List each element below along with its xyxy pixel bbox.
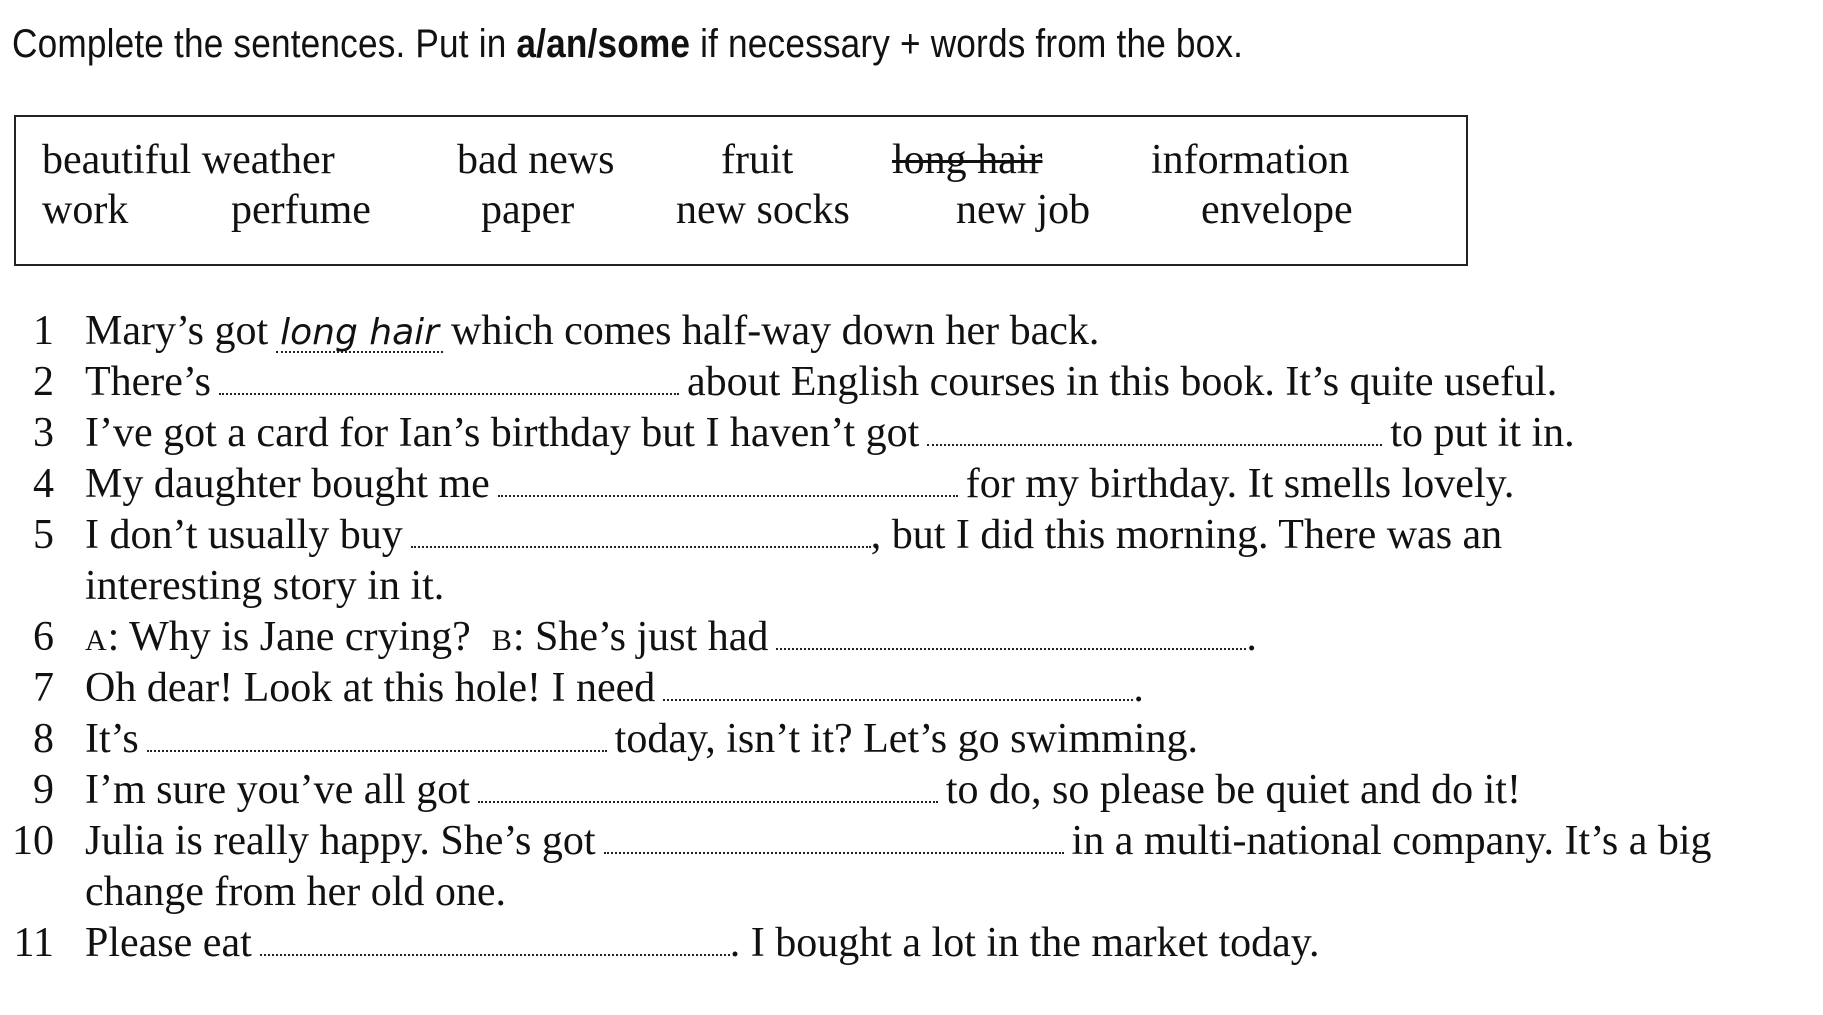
word-new-job: new job — [956, 187, 1091, 233]
sentence-part: which comes half-way down her back. — [450, 308, 1100, 354]
speaker-label: A — [85, 624, 108, 657]
exercise-number: 2 — [33, 359, 54, 405]
sentence-part: to put it in. — [1390, 410, 1575, 456]
word-envelope: envelope — [1201, 187, 1353, 233]
word-fruit: fruit — [721, 137, 794, 183]
word-paper: paper — [481, 187, 575, 233]
sentence-part: change from her old one. — [85, 869, 507, 915]
sentence-part: today, isn’t it? Let’s go swimming. — [614, 716, 1198, 762]
sentence-part: about English courses in this book. It’s quite useful. — [686, 359, 1558, 405]
answer-blank[interactable] — [260, 942, 730, 956]
exercise-number: 8 — [33, 716, 54, 762]
answer-blank[interactable] — [147, 738, 607, 752]
exercise-number: 10 — [12, 818, 54, 864]
sentence-part: My daughter bought me — [85, 461, 490, 507]
answer-blank[interactable] — [498, 483, 958, 497]
word-new-socks: new socks — [676, 187, 850, 233]
sentence-part: Mary’s got — [85, 308, 269, 354]
speaker-label: B — [491, 624, 513, 657]
exercise-number: 4 — [33, 461, 54, 507]
exercise-number: 7 — [33, 665, 54, 711]
instruction-bold: a/an/some — [516, 22, 691, 66]
sentence-part: It’s — [85, 716, 139, 762]
sentence-part: Oh dear! Look at this hole! I need — [85, 665, 656, 711]
sentence-part: There’s — [85, 359, 211, 405]
instruction-text-end: if necessary + words from the box. — [690, 22, 1244, 66]
sentence-end: . — [1246, 614, 1257, 660]
instruction-text: Complete the sentences. Put in — [12, 22, 517, 66]
word-beautiful-weather: beautiful weather — [42, 137, 335, 183]
word-box — [14, 115, 1468, 266]
sentence-part: for my birthday. It smells lovely. — [965, 461, 1515, 507]
word-long-hair-crossed: long hair — [892, 137, 1043, 183]
instructions — [12, 22, 1243, 67]
word-perfume: perfume — [231, 187, 371, 233]
word-information: information — [1151, 137, 1350, 183]
sentence-part: interesting story in it. — [85, 563, 445, 609]
sentence-part: : Why is Jane crying? — [107, 614, 471, 660]
answer-blank[interactable] — [776, 636, 1246, 650]
sentence-part: to do, so please be quiet and do it! — [945, 767, 1521, 813]
exercise-number: 1 — [33, 308, 54, 354]
word-work: work — [42, 187, 129, 233]
sentence-part: I don’t usually buy — [85, 512, 403, 558]
sentence-part: in a multi-national company. It’s a big — [1071, 818, 1712, 864]
sentence-part: I’m sure you’ve all got — [85, 767, 470, 813]
answer-blank[interactable] — [478, 789, 938, 803]
answer-blank[interactable] — [604, 840, 1064, 854]
answer-blank[interactable] — [927, 432, 1382, 446]
sentence-part: I’ve got a card for Ian’s birthday but I haven’t got — [85, 410, 920, 456]
exercise-number: 5 — [33, 512, 54, 558]
sentence-part: , but I did this morning. There was an — [870, 512, 1503, 558]
sentence-part: Julia is really happy. She’s got — [85, 818, 596, 864]
exercise-number: 9 — [33, 767, 54, 813]
answer-blank[interactable] — [219, 381, 679, 395]
exercise-number: 6 — [33, 614, 54, 660]
answer-blank[interactable] — [663, 687, 1133, 701]
sentence-part: Please eat — [85, 920, 252, 966]
answer-blank[interactable] — [411, 534, 871, 548]
sentence-part: . I bought a lot in the market today. — [729, 920, 1320, 966]
sentence-end: . — [1133, 665, 1144, 711]
word-bad-news: bad news — [457, 137, 615, 183]
sentence-part: : She’s just had — [512, 614, 769, 660]
handwritten-answer: long hair — [276, 315, 443, 353]
exercise-number: 3 — [33, 410, 54, 456]
exercise-number: 11 — [13, 920, 54, 966]
